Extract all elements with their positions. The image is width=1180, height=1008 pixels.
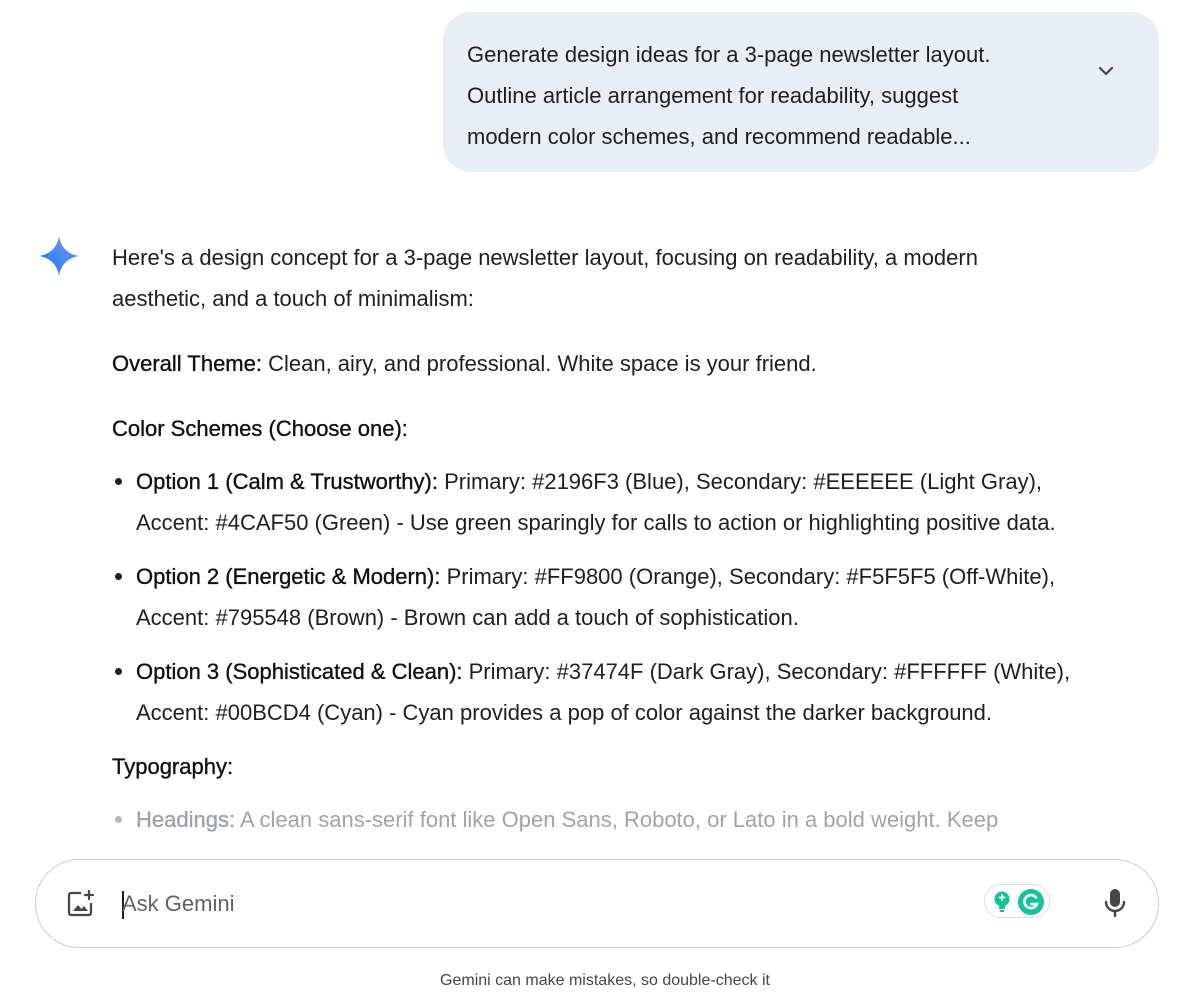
overall-theme-text: Clean, airy, and professional. White space is your friend. — [261, 351, 817, 376]
color-scheme-list — [112, 461, 1172, 733]
microphone-button[interactable] — [1102, 886, 1128, 920]
response-intro-line: Here's a design concept for a 3-page newsletter layout, focusing on readability, a modern — [112, 245, 978, 270]
prompt-line: Outline article arrangement for readability, suggest — [467, 83, 959, 108]
ask-gemini-input[interactable] — [122, 882, 922, 926]
expand-prompt-button[interactable] — [1093, 58, 1119, 84]
extension-icons — [984, 884, 1050, 918]
disclaimer-text: Gemini can make mistakes, so double-check it — [440, 972, 770, 989]
option-label: Option 2 (Energetic & Modern): — [136, 564, 441, 589]
option-label: Option 1 (Calm & Trustworthy): — [136, 469, 438, 494]
prompt-line: Generate design ideas for a 3-page newsletter layout. — [467, 42, 991, 67]
user-prompt-bubble — [443, 12, 1159, 172]
add-image-icon — [64, 888, 96, 920]
color-schemes-heading: Color Schemes (Choose one): — [112, 416, 408, 441]
chevron-down-icon — [1098, 66, 1114, 76]
option-accent-text: Accent: #4CAF50 (Green) - Use green sparingly for calls to action or highlighting positive data. — [136, 510, 1056, 535]
grammarly-icon[interactable] — [1017, 888, 1045, 916]
option-text: Primary: #2196F3 (Blue), Secondary: #EEEEEE (Light Gray), — [437, 469, 1043, 494]
option-label: Option 3 (Sophisticated & Clean): — [136, 659, 463, 684]
list-item — [112, 651, 1172, 733]
prompt-line: modern color schemes, and recommend readable... — [467, 124, 971, 149]
list-item — [112, 799, 1172, 840]
option-accent-text: Accent: #00BCD4 (Cyan) - Cyan provides a pop of color against the darker background. — [136, 700, 993, 725]
response-intro-line: aesthetic, and a touch of minimalism: — [112, 286, 474, 311]
overall-theme-label: Overall Theme: — [112, 351, 262, 376]
typography-heading: Typography: — [112, 754, 234, 779]
prompt-input-bar — [35, 859, 1159, 948]
option-accent-text: Accent: #795548 (Brown) - Brown can add a touch of sophistication. — [136, 605, 799, 630]
microphone-icon — [1102, 886, 1128, 920]
gemini-sparkle-icon — [37, 234, 81, 278]
option-text: Primary: #FF9800 (Orange), Secondary: #F5F5F5 (Off-White), — [440, 564, 1056, 589]
list-item — [112, 556, 1172, 638]
headings-label: Headings: — [136, 807, 236, 832]
overall-theme — [112, 343, 1172, 384]
option-text: Primary: #37474F (Dark Gray), Secondary: #FFFFFF (White), — [462, 659, 1071, 684]
gemini-response — [112, 237, 1172, 840]
headings-text: A clean sans-serif font like Open Sans, Roboto, or Lato in a bold weight. Keep — [235, 807, 999, 832]
add-image-button[interactable] — [64, 888, 96, 920]
lightbulb-icon[interactable] — [991, 890, 1013, 914]
list-item — [112, 461, 1172, 543]
